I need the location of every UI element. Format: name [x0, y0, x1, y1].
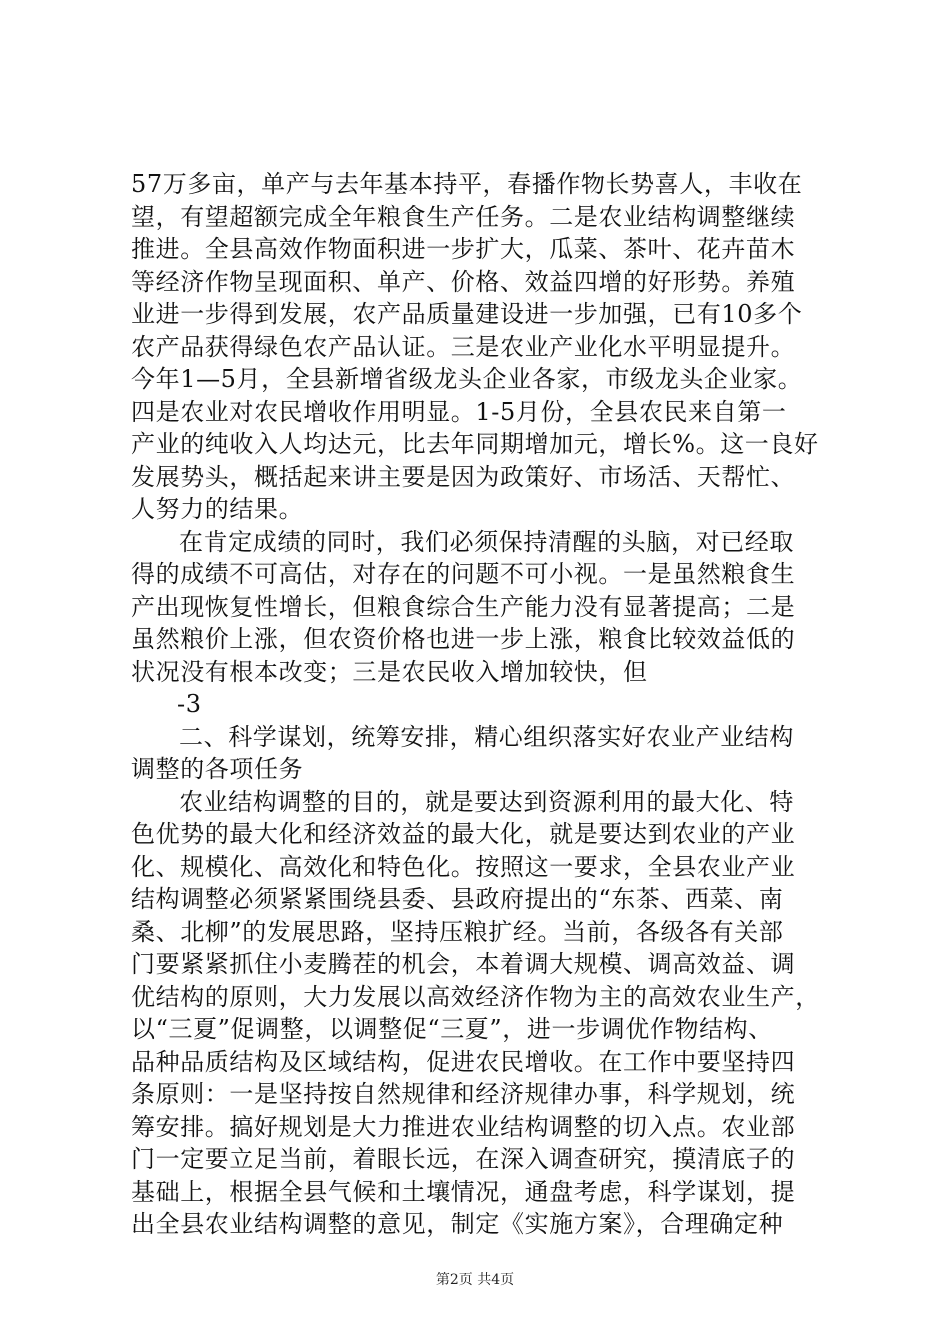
paragraph-start-line: 农业结构调整的目的，就是要达到资源利用的最大化、特: [179, 787, 794, 816]
text-line: 桑、北柳”的发展思路，坚持压粮扩经。当前，各级各有关部: [131, 917, 784, 946]
text-line: 等经济作物呈现面积、单产、价格、效益四增的好形势。养殖: [131, 267, 796, 296]
text-line: 今年1—5月，全县新增省级龙头企业各家，市级龙头企业家。: [131, 365, 803, 393]
body-text: [131, 168, 831, 1241]
section-heading-line: 二、科学谋划，统筹安排，精心组织落实好农业产业结构: [179, 722, 794, 751]
inline-page-marker: -3: [177, 690, 202, 718]
text-line: 色优势的最大化和经济效益的最大化，就是要达到农业的产业: [131, 820, 796, 848]
text-line: 结构调整必须紧紧围绕县委、县政府提出的“东茶、西菜、南: [131, 885, 784, 913]
text-line: 57万多亩，单产与去年基本持平，春播作物长势喜人，丰收在: [131, 170, 803, 198]
text-line: 得的成绩不可高估，对存在的问题不可小视。一是虽然粮食生: [131, 560, 796, 588]
text-line: 农产品获得绿色农产品认证。三是农业产业化水平明显提升。: [131, 332, 796, 361]
text-line: 筹安排。搞好规划是大力推进农业结构调整的切入点。农业部: [131, 1112, 796, 1141]
text-line: 出全县农业结构调整的意见，制定《实施方案》，合理确定种: [131, 1210, 784, 1238]
text-line: 产出现恢复性增长，但粮食综合生产能力没有显著提高；二是: [131, 592, 796, 621]
text-line: 品种品质结构及区域结构，促进农民增收。在工作中要坚持四: [131, 1047, 796, 1076]
text-line: 望，有望超额完成全年粮食生产任务。二是农业结构调整继续: [131, 202, 796, 231]
text-line: 门一定要立足当前，着眼长远，在深入调查研究，摸清底子的: [131, 1145, 796, 1173]
text-line: 发展势头，概括起来讲主要是因为政策好、市场活、天帮忙、: [131, 462, 796, 491]
section-heading-line: 调整的各项任务: [131, 755, 304, 783]
text-line: 优结构的原则，大力发展以高效经济作物为主的高效农业生产，: [131, 982, 820, 1011]
paragraph-start-line: 在肯定成绩的同时，我们必须保持清醒的头脑，对已经取: [179, 527, 794, 556]
text-line: 业进一步得到发展，农产品质量建设进一步加强，已有10多个: [131, 300, 803, 328]
text-line: 虽然粮价上涨，但农资价格也进一步上涨，粮食比较效益低的: [131, 625, 796, 653]
page-footer: [0, 1271, 950, 1289]
text-line: 状况没有根本改变；三是农民收入增加较快，但: [131, 657, 648, 686]
page-number: 第2页 共4页: [435, 1272, 515, 1288]
text-line: 产业的纯收入人均达元，比去年同期增加元，增长%。这一良好: [131, 430, 819, 458]
text-line: 以“三夏”促调整，以调整促“三夏”，进一步调优作物结构、: [131, 1015, 773, 1043]
text-line: 人努力的结果。: [131, 495, 304, 523]
text-line: 门要紧紧抓住小麦腾茬的机会，本着调大规模、调高效益、调: [131, 950, 796, 978]
text-line: 化、规模化、高效化和特色化。按照这一要求，全县农业产业: [131, 852, 796, 881]
text-line: 条原则：一是坚持按自然规律和经济规律办事，科学规划，统: [131, 1080, 796, 1108]
text-line: 推进。全县高效作物面积进一步扩大，瓜菜、茶叶、花卉苗木: [131, 235, 796, 263]
text-line: 四是农业对农民增收作用明显。1-5月份，全县农民来自第一: [131, 397, 787, 426]
text-line: 基础上，根据全县气候和土壤情况，通盘考虑，科学谋划，提: [131, 1177, 796, 1206]
